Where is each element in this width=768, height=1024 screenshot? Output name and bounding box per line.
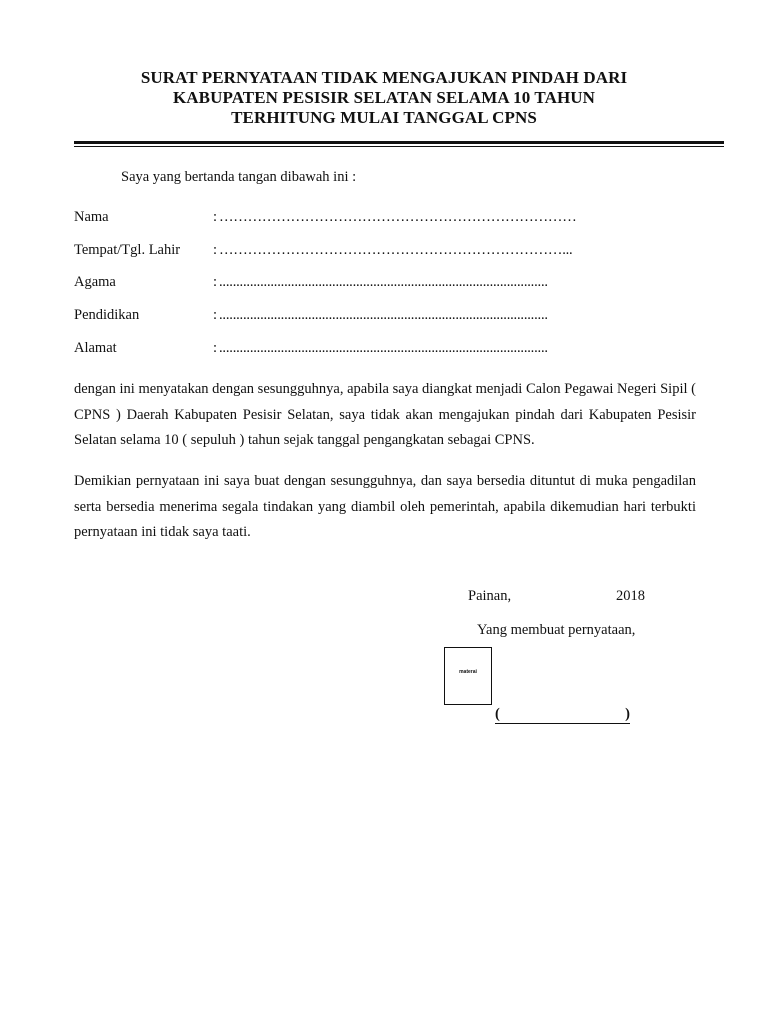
place-text: Painan,	[468, 588, 512, 604]
field-blank: ………………………………………………………………...	[219, 242, 573, 258]
field-label: Tempat/Tgl. Lahir	[74, 242, 181, 258]
title-line-1: SURAT PERNYATAAN TIDAK MENGAJUKAN PINDAH DARI	[140, 68, 628, 87]
closing-paragraph: Demikian pernyataan ini saya buat dengan sesungguhnya, dan saya bersedia dituntut di muka pengadilan serta bersedia menerima segala tindakan yang diambil oleh pemerintah, apabila dikemudian hari terbukti pernyataan ini tidak saya taati.	[74, 473, 696, 540]
field-row-pendidikan	[74, 307, 694, 327]
field-row-tempat-tgl-lahir	[74, 242, 694, 262]
field-row-nama	[74, 209, 694, 229]
field-colon: :	[213, 209, 218, 225]
signature-underline	[495, 723, 630, 724]
field-label: Pendidikan	[74, 307, 140, 323]
field-blank: ................................................................................................	[219, 340, 548, 356]
signature-open-paren: (	[495, 706, 500, 722]
signature-close-paren: )	[625, 706, 630, 722]
field-label: Alamat	[74, 340, 117, 356]
title-line-3: TERHITUNG MULAI TANGGAL CPNS	[231, 108, 537, 127]
field-label: Nama	[74, 209, 109, 225]
field-colon: :	[213, 307, 218, 323]
stamp-label: materai	[459, 669, 477, 675]
year-text: 2018	[616, 588, 645, 604]
header-rule-thin	[74, 146, 724, 147]
field-colon: :	[213, 242, 218, 258]
title-line-2: KABUPATEN PESISIR SELATAN SELAMA 10 TAHUN	[172, 88, 596, 107]
place-date	[468, 588, 648, 608]
signatory-caption: Yang membuat pernyataan,	[477, 622, 636, 638]
field-blank: ................................................................................................	[219, 307, 548, 323]
intro-text: Saya yang bertanda tangan dibawah ini :	[121, 169, 357, 185]
field-blank: ................................................................................................	[219, 274, 548, 290]
field-colon: :	[213, 274, 218, 290]
field-blank: …………………………………………………………………	[219, 209, 577, 225]
statement-paragraph: dengan ini menyatakan dengan sesungguhnya, apabila saya diangkat menjadi Calon Pegawai Negeri Sipil ( CPNS ) Daerah Kabupaten Pesisir Selatan, saya tidak akan mengajukan pindah dari Kabupaten Pesisir Selatan selama 10 ( sepuluh ) tahun sejak tanggal pengangkatan sebagai CPNS.	[74, 381, 696, 448]
field-label: Agama	[74, 274, 116, 290]
field-row-alamat	[74, 340, 694, 360]
document-title	[0, 68, 768, 128]
signature-line	[495, 706, 630, 726]
stamp-box	[444, 647, 492, 705]
field-row-agama	[74, 274, 694, 294]
header-rule-thick	[74, 141, 724, 144]
field-colon: :	[213, 340, 218, 356]
